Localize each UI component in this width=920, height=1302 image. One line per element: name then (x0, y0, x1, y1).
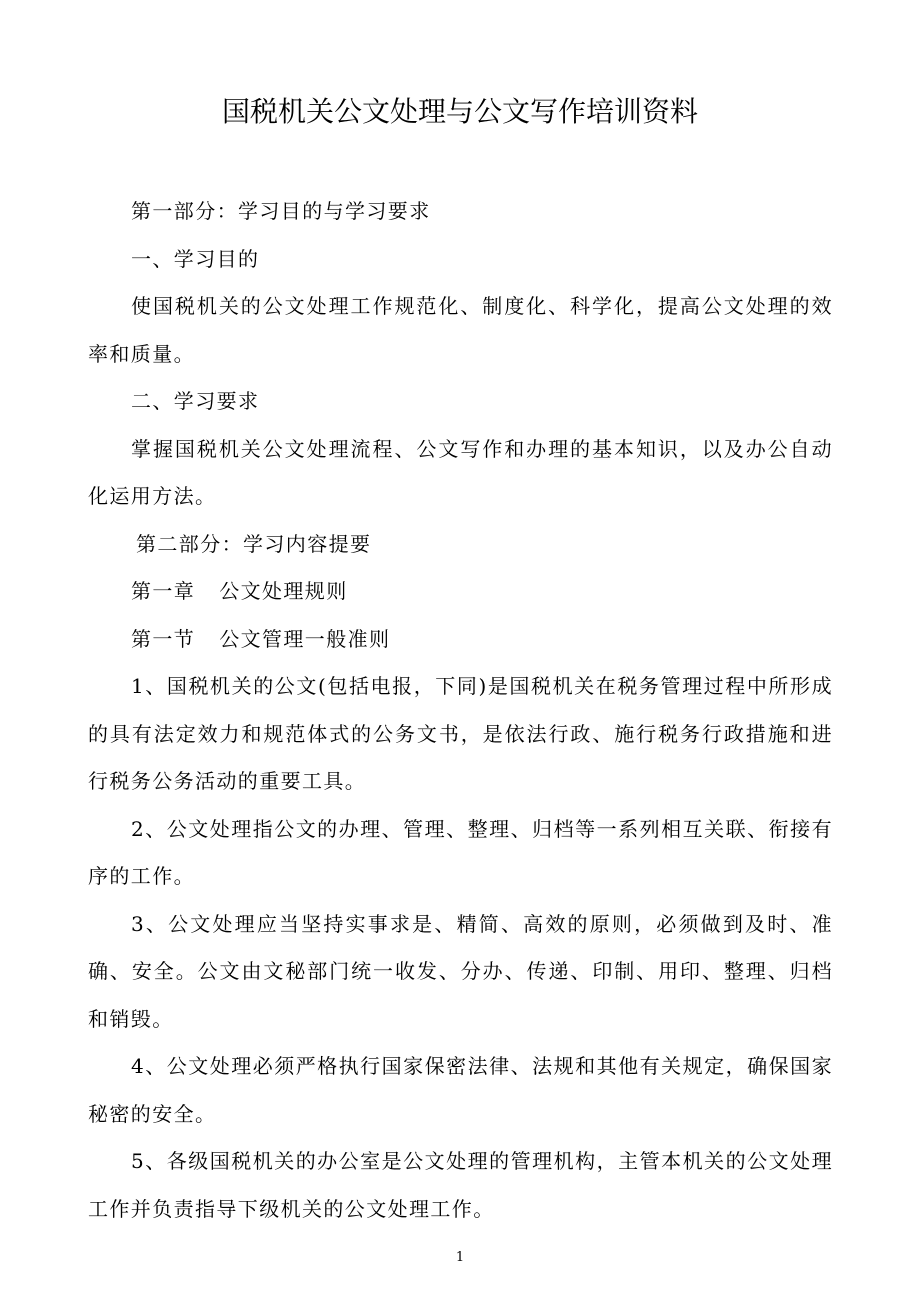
rule-item-1: 1、国税机关的公文(包括电报，下同)是国税机关在税务管理过程中所形成的具有法定效力和规范体式的公务文书，是依法行政、施行税务行政措施和进行税务公务活动的重要工具。 (88, 674, 833, 793)
rule-item-4: 4、公文处理必须严格执行国家保密法律、法规和其他有关规定，确保国家秘密的安全。 (88, 1054, 833, 1126)
rule-item-3: 3、公文处理应当坚持实事求是、精简、高效的原则，必须做到及时、准确、安全。公文由文秘部门统一收发、分办、传递、印制、用印、整理、归档和销毁。 (88, 911, 833, 1031)
requirement-paragraph: 掌握国税机关公文处理流程、公文写作和办理的基本知识，以及办公自动化运用方法。 (88, 436, 833, 508)
section-heading (88, 616, 833, 664)
chapter-title: 公文处理规则 (219, 579, 348, 603)
part-one-heading: 第一部分：学习目的与学习要求 (131, 199, 431, 223)
part-two-heading: 第二部分：学习内容提要 (136, 531, 372, 556)
requirement-heading: 二、学习要求 (131, 389, 260, 413)
chapter-number: 第一章 (131, 579, 196, 603)
rule-item-5: 5、各级国税机关的办公室是公文处理的管理机构，主管本机关的公文处理工作并负责指导下级机关的公文处理工作。 (88, 1149, 833, 1221)
document-title: 国税机关公文处理与公文写作培训资料 (221, 95, 698, 128)
goal-heading: 一、学习目的 (131, 246, 260, 271)
document-body (88, 188, 833, 1233)
rule-item-2: 2、公文处理指公文的办理、管理、整理、归档等一系列相互关联、衔接有序的工作。 (88, 816, 833, 888)
section-title: 公文管理一般准则 (219, 626, 391, 651)
section-number: 第一节 (131, 626, 196, 651)
goal-paragraph: 使国税机关的公文处理工作规范化、制度化、科学化，提高公文处理的效率和质量。 (88, 294, 833, 366)
chapter-heading (88, 568, 833, 616)
page-number: 1 (455, 1250, 465, 1265)
